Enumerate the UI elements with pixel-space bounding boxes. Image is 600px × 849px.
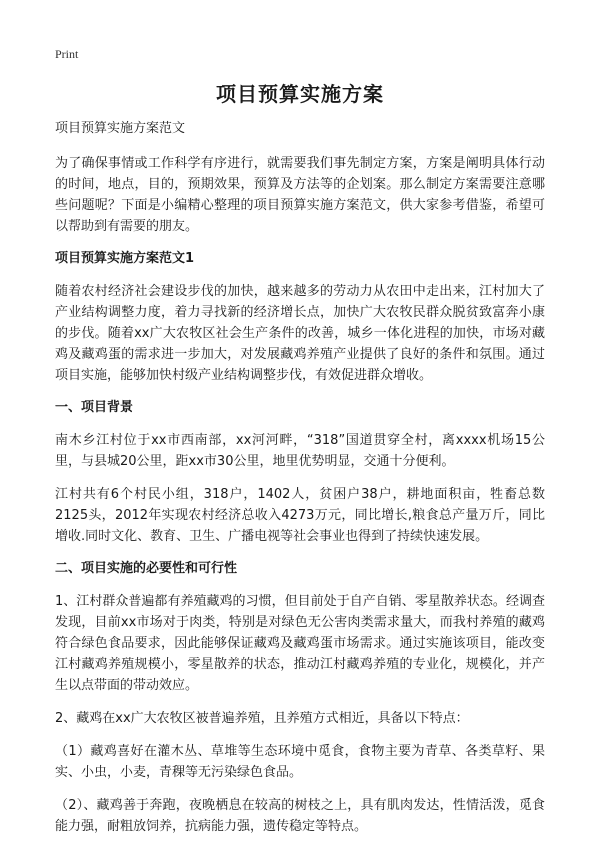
section-background-paragraph-1: 南木乡江村位于xx市西南部，xx河河畔，“318”国道贯穿全村，离xxxx机场15公里，与县城20公里，距xx市30公里，地里优势明显，交通十分便利。 [55, 433, 545, 469]
section-feasibility-paragraph-1: 1、江村群众普遍都有养殖藏鸡的习惯，但目前处于自产自销、零星散养状态。经调查发现，目前xx市场对于肉类，特别是对绿色无公害肉类需求量大，而我村养殖的藏鸡符合绿色食品要求，因此能够保证藏鸡及藏鸡蛋市场需求。通过实施该项目，能改变江村藏鸡养殖规模小，零星散养的状态，推动江村藏鸡养殖的专业化，规模化，并产生以点带面的带动效应。 [55, 594, 545, 693]
page-title: 项目预算实施方案 [216, 82, 384, 106]
document-subtitle: 项目预算实施方案范文 [55, 121, 186, 136]
document-body [55, 118, 545, 849]
section-feasibility-point-2: （2）、藏鸡善于奔跑，夜晚栖息在较高的树枝之上，具有肌肉发达，性情活泼，觅食能力强，耐粗放饲养，抗病能力强，遗传稳定等特点。 [55, 798, 545, 834]
intro-paragraph: 为了确保事情或工作科学有序进行，就需要我们事先制定方案，方案是阐明具体行动的时间，地点，目的，预期效果，预算及方法等的企划案。那么制定方案需要注意哪些问题呢？下面是小编精心整理的项目预算实施方案范文，供大家参考借鉴，希望可以帮助到有需要的朋友。 [55, 156, 545, 234]
section-feasibility-heading: 二、项目实施的必要性和可行性 [55, 561, 238, 576]
section-feasibility-paragraph-2: 2、藏鸡在xx广大农牧区被普遍养殖，且养殖方式相近，具备以下特点： [55, 711, 469, 726]
sample-heading: 项目预算实施方案范文1 [55, 251, 195, 266]
section-feasibility-point-1: （1）藏鸡喜好在灌木丛、草堆等生态环境中觅食，食物主要为青草、各类草籽、果实、小虫，小麦，青稞等无污染绿色食品。 [55, 744, 545, 780]
sample-paragraph: 随着农村经济社会建设步伐的加快，越来越多的劳动力从农田中走出来，江村加大了产业结构调整力度，着力寻找新的经济增长点，加快广大农牧民群众脱贫致富奔小康的步伐。随着xx广大农牧区社会生产条件的改善，城乡一体化进程的加快，市场对藏鸡及藏鸡蛋的需求进一步加大，对发展藏鸡养殖产业提供了良好的条件和氛围。通过项目实施，能够加快村级产业结构调整步伐，有效促进群众增收。 [55, 284, 545, 383]
print-link[interactable]: Print [55, 47, 79, 61]
section-background-heading: 一、项目背景 [55, 400, 134, 415]
section-background-paragraph-2: 江村共有6个村民小组，318户，1402人，贫困户38户，耕地面积亩，牲畜总数2125头，2012年实现农村经济总收入4273万元，同比增长,粮食总产量万斤，同比增收.同时文化、教育、卫生、广播电视等社会事业也得到了持续快速发展。 [55, 487, 545, 544]
